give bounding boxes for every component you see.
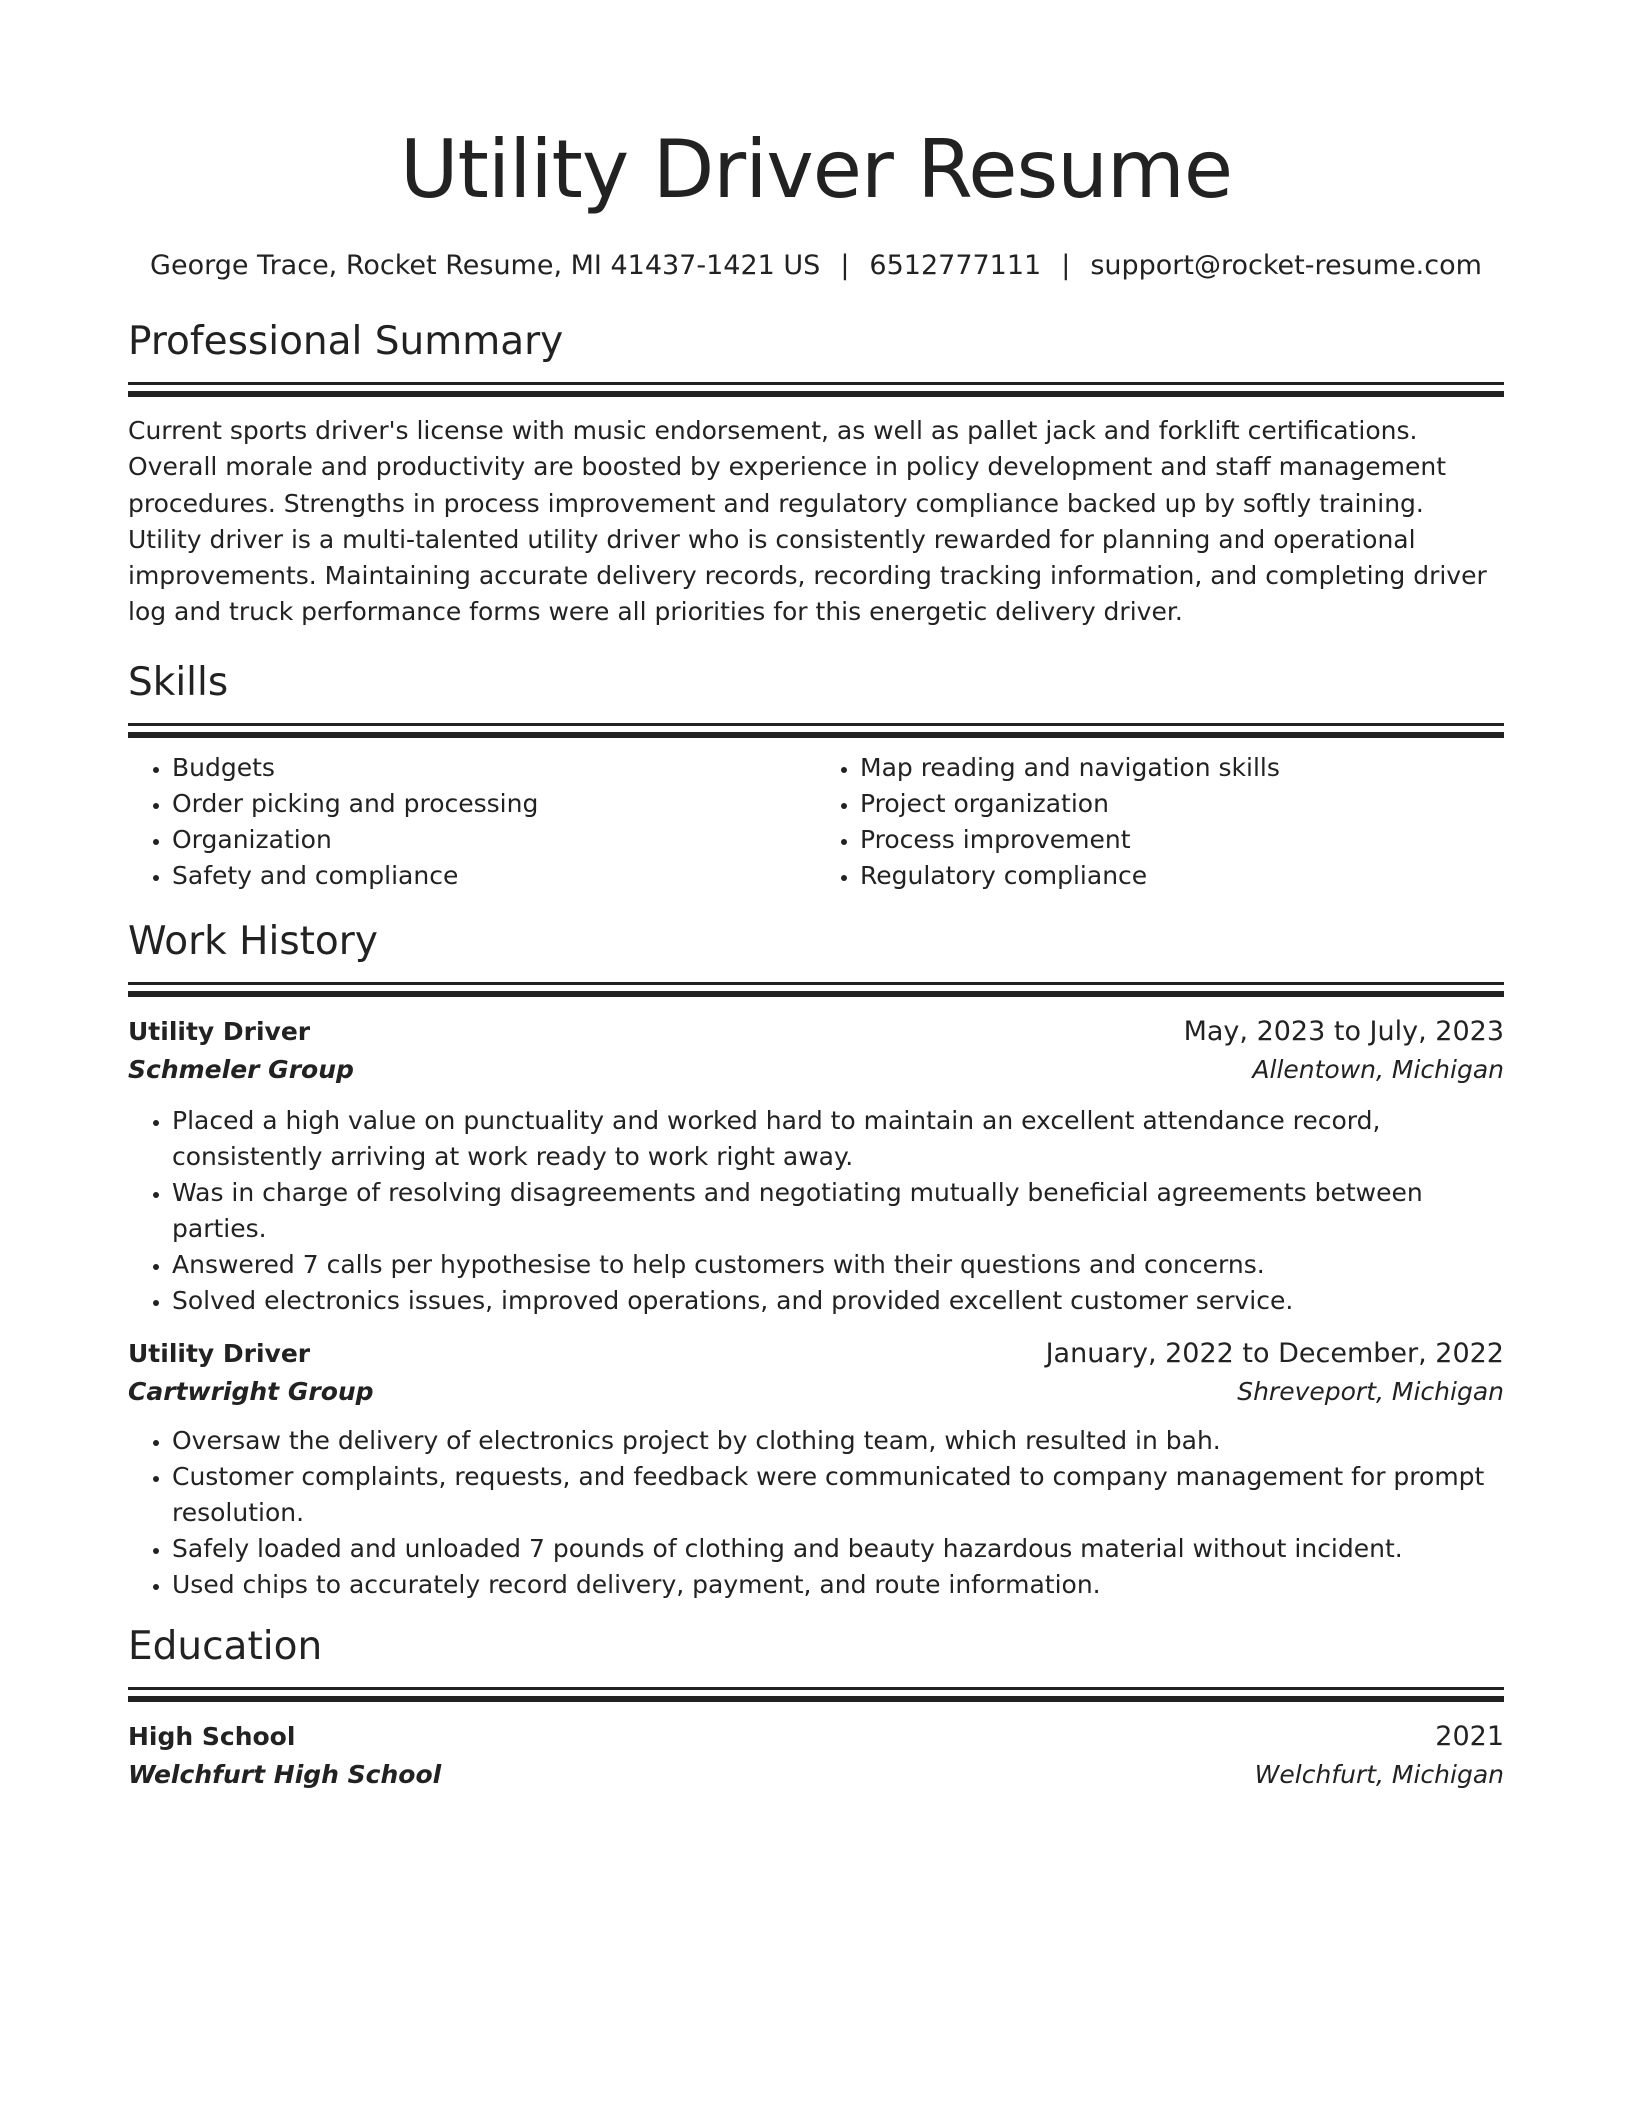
skill-item: • Map reading and navigation skills — [860, 750, 1504, 786]
job-bullet: • Used chips to accurately record delivery, payment, and route information. — [172, 1567, 1504, 1603]
job-subheader — [128, 1373, 1504, 1411]
contact-phone: 6512777111 — [869, 250, 1042, 281]
job-bullets — [128, 1423, 1504, 1603]
work-history-heading: Work History — [128, 918, 378, 964]
skills-section — [128, 657, 1504, 894]
job-bullet: • Oversaw the delivery of electronics project by clothing team, which resulted in bah. — [172, 1423, 1504, 1459]
job-entry — [128, 1013, 1504, 1319]
job-header — [128, 1335, 1504, 1373]
job-bullet: • Placed a high value on punctuality and worked hard to maintain an excellent attendance record, consistently arriving at work ready to work right away. — [172, 1103, 1504, 1175]
job-dates: May, 2023 to July, 2023 — [1183, 1015, 1504, 1047]
job-company: Schmeler Group — [128, 1054, 354, 1084]
contact-separator: | — [840, 250, 850, 281]
job-location: Allentown, Michigan — [1252, 1054, 1504, 1084]
job-entry — [128, 1335, 1504, 1603]
job-bullet: • Customer complaints, requests, and feedback were communicated to company management for prompt resolution. — [172, 1459, 1504, 1531]
skill-item: • Project organization — [860, 786, 1504, 822]
job-subheader — [128, 1051, 1504, 1089]
summary-heading: Professional Summary — [128, 319, 564, 364]
job-bullets — [128, 1103, 1504, 1319]
job-company: Cartwright Group — [128, 1376, 374, 1406]
job-bullet: • Solved electronics issues, improved operations, and provided excellent customer service. — [172, 1283, 1504, 1319]
skill-item: • Safety and compliance — [172, 858, 816, 894]
section-rule-thick — [128, 991, 1504, 997]
skill-item: • Order picking and processing — [172, 786, 816, 822]
section-rule — [128, 723, 1504, 726]
job-location: Shreveport, Michigan — [1237, 1376, 1504, 1406]
section-rule-thick — [128, 1696, 1504, 1702]
skills-list — [128, 750, 1504, 894]
section-rule — [128, 982, 1504, 985]
skill-item: • Regulatory compliance — [860, 858, 1504, 894]
skill-item: • Budgets — [172, 750, 816, 786]
work-history-section — [128, 916, 1504, 1603]
contact-address: George Trace, Rocket Resume, MI 41437-1421 US — [150, 250, 821, 281]
education-section — [128, 1621, 1504, 1794]
job-title: Utility Driver — [128, 1016, 311, 1046]
education-degree: High School — [128, 1721, 296, 1751]
skills-column-right — [816, 750, 1504, 894]
job-bullet: • Was in charge of resolving disagreements and negotiating mutually beneficial agreements between parties. — [172, 1175, 1504, 1247]
contact-line — [128, 248, 1504, 284]
resume-title: Utility Driver Resume — [399, 123, 1233, 216]
section-rule — [128, 1687, 1504, 1690]
summary-text: Current sports driver's license with music endorsement, as well as pallet jack and forklift certifications. Overall morale and productivity are boosted by experience in policy development and staff management procedures. Strengths in process improvement and regulatory compliance backed up by softly training. Utility driver is a multi-talented utility driver who is consistently rewarded for planning and operational improvements. Maintaining accurate delivery records, recording tracking information, and completing driver log and truck performance forms were all priorities for this energetic delivery driver. — [128, 416, 1487, 627]
education-location: Welchfurt, Michigan — [1254, 1759, 1504, 1789]
section-rule-thick — [128, 732, 1504, 738]
education-entry — [128, 1718, 1504, 1794]
education-school: Welchfurt High School — [128, 1759, 442, 1789]
education-subheader — [128, 1756, 1504, 1794]
skill-item: • Organization — [172, 822, 816, 858]
skill-item: • Process improvement — [860, 822, 1504, 858]
skills-column-left — [128, 750, 816, 894]
contact-email: support@rocket-resume.com — [1090, 250, 1482, 281]
job-title: Utility Driver — [128, 1338, 311, 1368]
contact-separator: | — [1061, 250, 1071, 281]
job-header — [128, 1013, 1504, 1051]
job-dates: January, 2022 to December, 2022 — [1045, 1337, 1504, 1369]
education-year: 2021 — [1435, 1720, 1504, 1752]
job-bullet: • Safely loaded and unloaded 7 pounds of clothing and beauty hazardous material without incident. — [172, 1531, 1504, 1567]
education-header — [128, 1718, 1504, 1756]
section-rule — [128, 382, 1504, 385]
education-heading: Education — [128, 1623, 323, 1669]
summary-section — [128, 316, 1504, 631]
job-bullet: • Answered 7 calls per hypothesise to help customers with their questions and concerns. — [172, 1247, 1504, 1283]
section-rule-thick — [128, 391, 1504, 397]
skills-heading: Skills — [128, 659, 229, 705]
